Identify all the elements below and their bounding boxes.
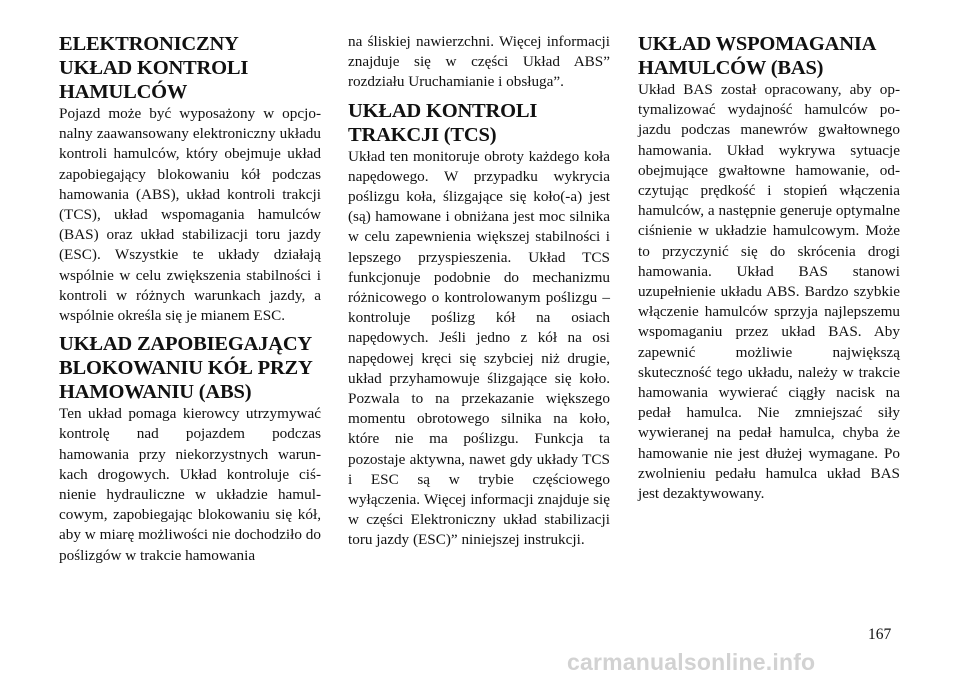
paragraph-tcs: Układ ten monitoruje obroty każdego koła napędowego. W przypadku wykrycia poślizgu koła, ślizgające się koło(-a) jest (są) hamowane i obniżana jest moc silnika w celu zapewnienia większej stabilności i lepszego przyspieszenia. Układ TCS funkcjonuje podobnie do mechanizmu różnicowego o kontrolowanym poślizgu – kontroluje poślizg kół na osiach napędowych. Jeśli jedno z kół na osi napędowej kręci się szybciej niż drugie, układ przyhamowuje ślizgające się koło. Pozwala to na przekazanie większego momentu obrotowego silnika na koło, które nie ma poślizgu. Funkcja ta pozostaje aktywna, nawet gdy układy TCS i ESC są w trybie częściowego wyłączenia. Więcej informacji znajduje się w części Elektroniczny układ stabilizacji toru jazdy (ESC)” niniejszej instrukcji. (348, 147, 610, 549)
heading-abs: UKŁAD ZAPOBIEGAJĄCY BLOKOWANIU KÓŁ PRZY HAMOWANIU (ABS) (59, 333, 313, 404)
page-number: 167 (868, 626, 892, 643)
column-left (59, 32, 321, 572)
paragraph-abs: Ten układ pomaga kierowcy utrzymywać kontrolę nad pojazdem podczas hamowania przy niekorzystnych warunkach drogowych. Układ kontroluje ciśnienie hydrauliczne w układzie hamulcowym, zapobiegając blokowaniu się kół, aby w miarę możliwości nie dochodziło do poślizgów w trakcie hamowania (59, 405, 321, 564)
heading-bas: UKŁAD WSPOMAGANIA HAMULCÓW (BAS) (638, 33, 877, 79)
column-right (638, 32, 900, 510)
watermark: carmanualsonline.info (567, 649, 816, 675)
paragraph-esc: Pojazd może być wyposażony w opcjonalny zaawansowany elektroniczny układu kontroli hamulców, który obejmuje układ zapobiegający blokowaniu kół podczas hamowania (ABS), układ kontroli trakcji (TCS), układ wspomagania hamulców (BAS) oraz układ stabilizacji toru jazdy (ESC). Wszystkie te układy działają wspólnie w celu zwiększenia stabilności i kontroli w różnych warunkach jazdy, a wspólnie określa się je mianem ESC. (59, 105, 321, 325)
column-middle (348, 32, 610, 557)
heading-esc: ELEKTRONICZNY UKŁAD KONTROLI HAMULCÓW (59, 33, 249, 103)
paragraph-bas: Układ BAS został opracowany, aby optymalizować wydajność hamulców pojazdu podczas manewrów gwałtownego hamowania. Układ wykrywa sytuacje obejmujące gwałtowne hamowanie, odczytując prędkość i stopień włączenia hamulców, a następnie generuje optymalne ciśnienie w układzie hamulcowym. Może to przyczynić się do skrócenia drogi hamowania. Układ BAS stanowi uzupełnienie układu ABS. Bardzo szybkie włączenie hamulców sprzyja najlepszemu wspomaganiu przez układ BAS. Aby zapewnić możliwie największą skuteczność tego układu, należy w trakcie hamowania wywierać ciągły nacisk na pedał hamulca. Nie zmniejszać siły wywieranej na pedał hamulca, chyba że hamowanie nie jest dłużej wymagane. Po zwolnieniu pedału hamulca układ BAS jest dezaktywowany. (638, 81, 900, 503)
paragraph-abs-continued: na śliskiej nawierzchni. Więcej informacji znajduje się w części Układ ABS” rozdziału Uruchamianie i obsługa”. (348, 33, 610, 91)
heading-tcs: UKŁAD KONTROLI TRAKCJI (TCS) (348, 99, 538, 146)
